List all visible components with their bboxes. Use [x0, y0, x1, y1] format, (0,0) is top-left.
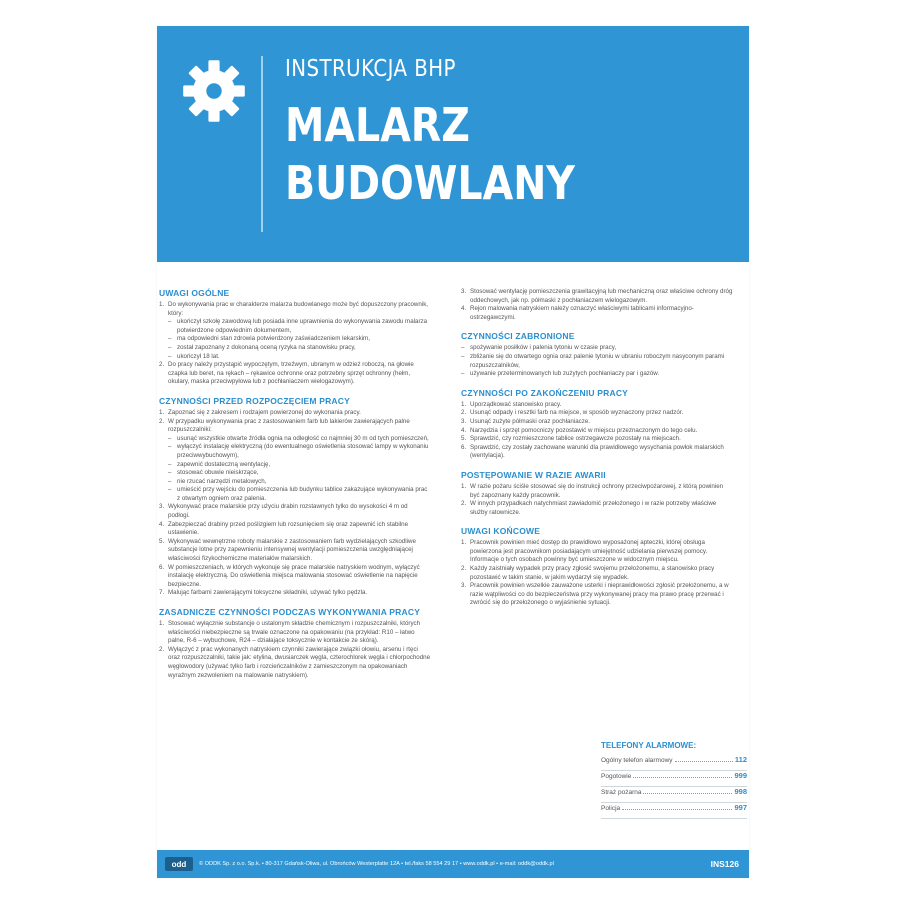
dash-bullet: – — [168, 460, 172, 468]
item-number: 2. — [461, 565, 467, 573]
dash-bullet: – — [168, 335, 172, 343]
item-number: – — [461, 370, 465, 378]
section-heading: CZYNNOŚCI ZABRONIONE — [461, 331, 575, 342]
item-number: 3. — [461, 582, 467, 590]
item-text: Usunąć odpady i resztki farb na miejsce, w sposób wyznaczony przez nadzór. — [470, 409, 684, 417]
item-text: W innych przypadkach natychmiast zawiadomić przełożonego i w razie potrzeby właściwe służby ratownicze. — [470, 500, 717, 516]
sub-item-text: zapewnić dostateczną wentylację, — [177, 460, 271, 468]
phone-number: 998 — [734, 787, 747, 796]
item-text: używanie przeterminowanych lub zużytych pochłaniaczy par i gazów. — [470, 370, 660, 378]
header-divider — [261, 56, 263, 232]
phone-number: 997 — [734, 803, 747, 812]
item-text: spożywanie posiłków i palenia tytoniu w czasie pracy, — [470, 344, 617, 352]
item-number: 1. — [159, 620, 165, 627]
item-text: Wykonywać wewnętrzne roboty malarskie z zastosowaniem farb wydzielających szkodliwe substancje lotne przy zapewnieniu intensywnej wentylacji pomieszczenia uwzględniającej właściwości fizykochemiczne materiałów malarskich. — [168, 537, 416, 563]
phone-number: 112 — [734, 755, 747, 764]
list-item — [159, 418, 431, 504]
sub-item — [168, 461, 431, 470]
section-heading: UWAGI KOŃCOWE — [461, 526, 541, 537]
dot-leader — [622, 803, 732, 810]
item-number: 5. — [461, 435, 467, 443]
sub-item-text: umieścić przy wejściu do pomieszczenia lub budynku tablice zakazujące wykonywania prac z otwartym ogniem oraz palenia. — [177, 486, 428, 502]
item-text: W razie pożaru ściśle stosować się do instrukcji ochrony przeciwpożarowej, z którą powinien być zapoznany każdy pracownik. — [470, 482, 724, 499]
sub-item-text: usunąć wszystkie otwarte źródła ognia na odległość co najmniej 30 m od tych pomieszczeń, — [177, 434, 429, 442]
item-text: Sprawdzić, czy zostały zachowane warunki dla prawidłowego wysychania powłok malarskich (wentylacja). — [470, 443, 724, 460]
list-item — [461, 435, 733, 444]
sub-item — [168, 435, 431, 444]
phone-label: Straż pożarna — [601, 789, 642, 796]
list-item — [461, 288, 733, 305]
sub-item — [168, 486, 431, 503]
item-number: 1. — [159, 408, 165, 416]
item-number: 4. — [461, 426, 467, 434]
dash-bullet: – — [168, 443, 172, 451]
item-number: 3. — [159, 503, 165, 511]
section — [461, 470, 733, 517]
list-item — [461, 305, 733, 322]
item-text: zbliżanie się do otwartego ognia oraz palenie tytoniu w ubraniu roboczym nasyconym parami rozpuszczalników, — [470, 352, 725, 369]
sub-item-text: ukończył 18 lat. — [177, 352, 220, 360]
list-item — [461, 500, 733, 517]
sub-item-text: stosować obuwie nieiskrzące, — [177, 469, 259, 477]
list-item — [461, 444, 733, 461]
phones-heading: TELEFONY ALARMOWE: — [601, 741, 697, 750]
list-item — [461, 565, 733, 582]
list-item — [461, 539, 733, 565]
section-heading: ZASADNICZE CZYNNOŚCI PODCZAS WYKONYWANIA PRACY — [159, 607, 421, 617]
sub-item-text: nie rzucać narzędzi metalowych, — [177, 477, 267, 485]
dot-leader — [643, 787, 732, 794]
item-text: Stosować wentylację pomieszczenia grawitacyjną lub mechaniczną oraz właściwe ochrony dróg oddechowych, jak np. półmaski z pochłaniaczem wielogazowym. — [470, 288, 733, 304]
section-heading: CZYNNOŚCI PRZED ROZPOCZĘCIEM PRACY — [159, 395, 350, 406]
item-number: 2. — [461, 409, 467, 417]
list-item — [461, 582, 733, 608]
list-item — [159, 620, 431, 646]
section — [159, 288, 431, 387]
phone-row — [601, 755, 747, 771]
list-item — [461, 483, 733, 500]
item-text: W pomieszczeniach, w których wykonuje się prace malarskie natryskiem wodnym, wyłączyć instalację elektryczną. Do oświetlenia miejsca malowania stosować oświetlenie na napięcie bezpieczne. — [168, 563, 420, 588]
item-text: Malując farbami zawierającymi toksyczne składniki, używać tylko pędzla. — [168, 589, 368, 597]
instruction-sheet — [157, 26, 749, 878]
dot-leader — [675, 755, 733, 762]
item-number: 2. — [159, 361, 165, 369]
list-item — [159, 521, 431, 538]
item-text: Usunąć zużyte półmaski oraz pochłaniacze. — [470, 417, 591, 425]
dash-bullet: – — [168, 477, 172, 485]
list-item — [159, 564, 431, 590]
list-item — [461, 370, 733, 379]
item-number: 7. — [159, 589, 165, 597]
section — [461, 388, 733, 461]
section — [461, 526, 733, 608]
item-number: 5. — [159, 537, 165, 545]
dash-bullet: – — [168, 318, 172, 326]
item-text: Rejon malowania natryskiem należy oznaczyć właściwymi tablicami informacyjno-ostrzegawczymi. — [470, 305, 694, 321]
item-number: 6. — [461, 443, 467, 451]
item-number: 1. — [159, 301, 165, 308]
section — [461, 331, 733, 378]
list-item — [461, 409, 733, 418]
sub-item — [168, 443, 431, 460]
sub-item — [168, 353, 431, 362]
item-number: 2. — [159, 417, 165, 425]
sub-item-text: ukończył szkołę zawodową lub posiada inne uprawnienia do wykonywania zawodu malarza potwierdzone odpowiednim dokumentem, — [177, 318, 428, 334]
item-number: 3. — [461, 288, 467, 295]
list-item — [159, 503, 431, 520]
item-number: 6. — [159, 563, 165, 571]
section-heading: CZYNNOŚCI PO ZAKOŃCZENIU PRACY — [461, 387, 629, 398]
dash-bullet: – — [168, 486, 172, 494]
phone-row — [601, 771, 747, 787]
sub-item-text: wyłączyć instalację elektryczną (do ewentualnego oświetlenia stosować lampy w wykonaniu przeciwwybuchowym), — [177, 443, 429, 459]
list-item — [461, 401, 733, 410]
item-number: – — [461, 352, 465, 360]
section-heading: UWAGI OGÓLNE — [159, 288, 230, 298]
dash-bullet: – — [168, 343, 172, 351]
sub-item — [168, 478, 431, 487]
item-number: 1. — [461, 539, 467, 547]
list-item — [159, 301, 431, 361]
item-text: Sprawdzić, czy rozmieszczone tablice ostrzegawcze pozostały na miejscach. — [470, 435, 681, 443]
document-subtitle: INSTRUKCJA BHP — [285, 56, 456, 82]
list-item — [461, 353, 733, 370]
item-text: Stosować wyłącznie substancje o ustalonym składzie chemicznym i rozpuszczalniki, których właściwości niebezpieczne są trwale oznaczone na opakowaniu (na przykład: R10 – łatwo palne, R-6 – wybuchowe, R24 – działające toksycznie w kontakcie ze skórą). — [168, 620, 421, 645]
section-heading: POSTĘPOWANIE W RAZIE AWARII — [461, 469, 606, 480]
header-banner — [157, 26, 749, 262]
dash-bullet: – — [168, 352, 172, 360]
section — [159, 607, 431, 680]
gear-icon — [179, 56, 249, 126]
list-item — [159, 538, 431, 564]
section — [159, 396, 431, 598]
phone-label: Pogotowie — [601, 773, 632, 780]
title-line-1: MALARZ — [285, 98, 470, 152]
sub-item-text: ma odpowiedni stan zdrowia potwierdzony zaświadczeniem lekarskim, — [177, 335, 370, 343]
item-text: Zapoznać się z zakresem i rodzajem powierzonej do wykonania pracy. — [168, 408, 361, 416]
item-text: Narzędzia i sprzęt pomocniczy pozostawić w miejscu przeznaczonym do tego celu. — [470, 426, 698, 434]
item-number: 3. — [461, 417, 467, 425]
footer-contact: © ODDK Sp. z o.o. Sp.k. • 80-317 Gdańsk-Oliwa, ul. Obrońców Westerplatte 12A • tel./faks 58 554 29 17 • www.oddk.pl • e-mail: oddk@oddk.pl — [199, 861, 554, 867]
list-item — [159, 409, 431, 418]
dot-leader — [633, 771, 732, 778]
title-line-2: BUDOWLANY — [285, 156, 575, 210]
dash-bullet: – — [168, 469, 172, 477]
phone-label: Ogólny telefon alarmowy — [601, 757, 673, 764]
list-item — [461, 418, 733, 427]
left-column — [159, 288, 431, 689]
item-text: Wykonywać prace malarskie przy użyciu drabin rozstawnych tylko do wysokości 4 m od podłogi. — [168, 503, 408, 520]
item-text: Wyłączyć z prac wykonanych natryskiem czynniki zawierające związki ołowiu, arsenu i rtęci oraz rozpuszczalniki, takie jak: etylina, dwusiarczek węgla, czterochlorek węgla i chlorpochodne węglowodory (używać tylko farb i rozcieńczalników z zamieszczonym na opakowaniach wyraźnym zezwoleniem na malowanie natryskiem). — [168, 645, 431, 679]
item-number: 2. — [461, 500, 467, 508]
footer-bar — [157, 850, 749, 878]
item-text: Zabezpieczać drabiny przed poślizgiem lub rozsunięciem się oraz zapewnić ich stabilne ustawienie. — [168, 520, 409, 537]
phone-label: Policja — [601, 805, 621, 812]
document-code: INS126 — [710, 859, 739, 869]
phone-row — [601, 803, 747, 819]
sub-item-text: został zapoznany z dokonaną oceną ryzyka na stanowisku pracy, — [177, 343, 356, 351]
emergency-phones — [601, 741, 747, 819]
item-number: 4. — [461, 305, 467, 313]
dash-bullet: – — [168, 434, 172, 442]
sub-item — [168, 344, 431, 353]
section — [461, 288, 733, 322]
item-text: Do pracy należy przystąpić wypoczętym, trzeźwym, ubranym w odzież roboczą, na głowie czapka lub beret, na rękach – rękawice ochronne oraz potrzebny sprzęt ochronny (hełm, okulary, maska przeciwpyłowa lub z pochłaniaczem wielogazowym). — [168, 361, 414, 386]
list-item — [461, 427, 733, 436]
item-number: 1. — [461, 482, 467, 490]
sub-item — [168, 318, 431, 335]
item-text: W przypadku wykonywania prac z zastosowaniem farb lub lakierów zawierających palne rozpuszczalniki: — [168, 417, 410, 434]
item-text: Każdy zaistniały wypadek przy pracy zgłosić swojemu przełożonemu, a stanowisko pracy pozostawić w takim stanie, w jakim wydarzył się wypadek. — [470, 565, 715, 581]
phone-row — [601, 787, 747, 803]
company-logo: odd — [165, 857, 193, 871]
list-item — [159, 589, 431, 598]
right-column — [461, 288, 733, 617]
item-text: Do wykonywania prac w charakterze malarza budowlanego może być dopuszczony pracownik, który: — [168, 301, 429, 317]
phone-number: 999 — [734, 771, 747, 780]
sub-item — [168, 469, 431, 478]
list-item — [461, 344, 733, 353]
sub-item — [168, 335, 431, 344]
list-item — [159, 646, 431, 680]
item-number: 4. — [159, 520, 165, 528]
item-number: – — [461, 344, 465, 352]
list-item — [159, 361, 431, 387]
document-title — [285, 96, 575, 212]
item-number: 2. — [159, 645, 165, 653]
item-number: 1. — [461, 400, 467, 408]
item-text: Uporządkować stanowisko pracy. — [470, 400, 562, 408]
item-text: Pracownik powinien mieć dostęp do prawidłowo wyposażonej apteczki, której obsługa powierzona jest pracownikom posiadającym umiejętność udzielania pierwszej pomocy. Informacje o tych osobach powinny być umieszczone w widocznym miejscu. — [470, 539, 708, 564]
item-text: Pracownik powinien wszelkie zauważone usterki i nieprawidłowości zgłosić przełożonemu, a w razie wątpliwości co do bezpieczeństwa przy wykonywanej pracy ma prawo pracę przerwać i zwrócić się do przełożonego o wyjaśnienie sytuacji. — [470, 582, 729, 607]
